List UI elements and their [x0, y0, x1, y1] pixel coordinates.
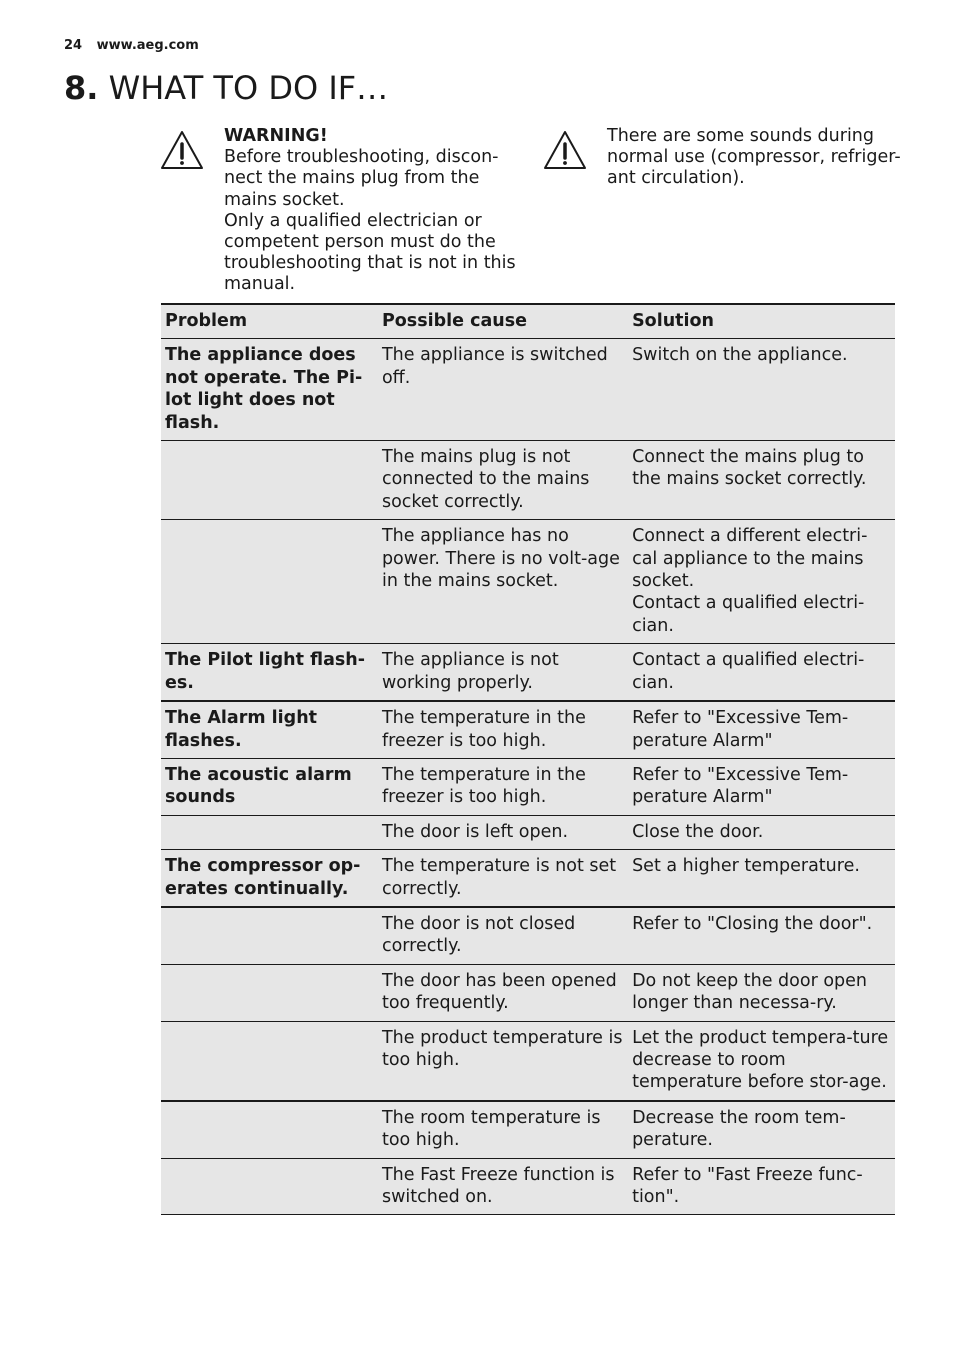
- table-row: [161, 701, 895, 758]
- warning-triangle-icon: [543, 130, 587, 170]
- problem-cell: [161, 815, 378, 849]
- troubleshooting-table: [161, 303, 895, 1215]
- problem-cell: The Alarm light flashes.: [161, 701, 378, 758]
- cause-cell: The product temperature is too high.: [378, 1021, 628, 1101]
- solution-cell: Refer to "Fast Freeze func-tion".: [628, 1158, 895, 1215]
- note-text: There are some sounds during normal use (compressor, refriger- ant circulation).: [607, 126, 901, 189]
- solution-cell: Do not keep the door open longer than necessa-ry.: [628, 964, 895, 1021]
- warning-box: [160, 126, 520, 296]
- cause-cell: The temperature is not set correctly.: [378, 850, 628, 907]
- cause-cell: The Fast Freeze function is switched on.: [378, 1158, 628, 1215]
- solution-cell: Decrease the room tem-perature.: [628, 1101, 895, 1158]
- section-number: 8.: [64, 69, 99, 107]
- table-header-row: [161, 304, 895, 339]
- problem-cell: [161, 441, 378, 520]
- table-row: [161, 1021, 895, 1101]
- table-row: [161, 815, 895, 849]
- header-problem: Problem: [161, 304, 378, 339]
- header-cause: Possible cause: [378, 304, 628, 339]
- warning-content: [224, 126, 516, 296]
- page-number: 24: [64, 38, 83, 53]
- cause-cell: The appliance is not working properly.: [378, 644, 628, 701]
- problem-cell: [161, 964, 378, 1021]
- cause-cell: The room temperature is too high.: [378, 1101, 628, 1158]
- table-row: [161, 964, 895, 1021]
- solution-cell: Contact a qualified electri-cian.: [628, 644, 895, 701]
- cause-cell: The door has been opened too frequently.: [378, 964, 628, 1021]
- cause-cell: The temperature in the freezer is too high.: [378, 758, 628, 815]
- section-title: [64, 66, 388, 110]
- cause-cell: The temperature in the freezer is too high.: [378, 701, 628, 758]
- problem-cell: [161, 1158, 378, 1215]
- cause-cell: The appliance is switched off.: [378, 339, 628, 441]
- warning-heading: WARNING!: [224, 126, 328, 146]
- solution-cell: Let the product tempera-ture decrease to room temperature before stor-age.: [628, 1021, 895, 1101]
- header-solution: Solution: [628, 304, 895, 339]
- table-row: [161, 907, 895, 964]
- problem-cell: [161, 1021, 378, 1101]
- section-title-text: WHAT TO DO IF…: [108, 69, 389, 107]
- solution-cell: Connect the mains plug to the mains socket correctly.: [628, 441, 895, 520]
- table-row: [161, 441, 895, 520]
- cause-cell: The mains plug is not connected to the mains socket correctly.: [378, 441, 628, 520]
- table-row: [161, 339, 895, 441]
- solution-cell: Close the door.: [628, 815, 895, 849]
- problem-cell: The appliance does not operate. The Pi-lot light does not flash.: [161, 339, 378, 441]
- problem-cell: The acoustic alarm sounds: [161, 758, 378, 815]
- cause-cell: The door is left open.: [378, 815, 628, 849]
- solution-cell: Refer to "Closing the door".: [628, 907, 895, 964]
- cause-cell: The appliance has no power. There is no volt-age in the mains socket.: [378, 520, 628, 644]
- problem-cell: [161, 907, 378, 964]
- table-row: [161, 644, 895, 701]
- problem-cell: [161, 1101, 378, 1158]
- warning-text: Before troubleshooting, discon- nect the mains plug from the mains socket. Only a qualified electrician or competent person must do the troubleshooting that is not in this manual.: [224, 147, 516, 295]
- table-row: [161, 850, 895, 907]
- solution-cell: Switch on the appliance.: [628, 339, 895, 441]
- table-row: [161, 1101, 895, 1158]
- cause-cell: The door is not closed correctly.: [378, 907, 628, 964]
- table-row: [161, 1158, 895, 1215]
- problem-cell: [161, 520, 378, 644]
- solution-cell: Refer to "Excessive Tem-perature Alarm": [628, 701, 895, 758]
- problem-cell: The Pilot light flash-es.: [161, 644, 378, 701]
- solution-cell: Connect a different electri-cal appliance to the mains socket. Contact a qualified electri-cian.: [628, 520, 895, 644]
- table-row: [161, 758, 895, 815]
- header-url: www.aeg.com: [96, 38, 199, 53]
- solution-cell: Set a higher temperature.: [628, 850, 895, 907]
- solution-cell: Refer to "Excessive Tem-perature Alarm": [628, 758, 895, 815]
- table-row: [161, 520, 895, 644]
- problem-cell: The compressor op-erates continually.: [161, 850, 378, 907]
- page-header: [64, 38, 199, 53]
- note-box: [543, 126, 903, 190]
- warning-triangle-icon: [160, 130, 204, 170]
